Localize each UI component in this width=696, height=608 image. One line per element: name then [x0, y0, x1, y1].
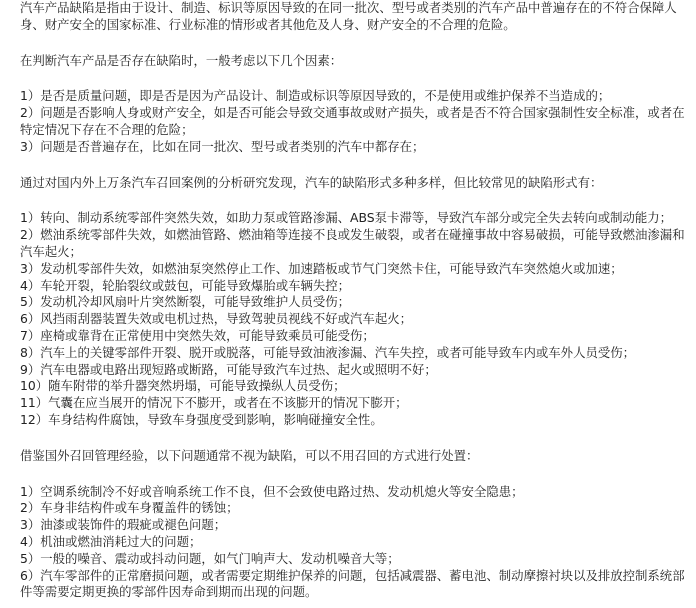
forms-item: 1）转向、制动系统零部件突然失效，如助力泵或管路渗漏、ABS泵卡滞等，导致汽车部分或完全失去转向或制动能力； — [20, 210, 673, 226]
exclusions-item: 5）一般的噪音、震动或抖动问题，如气门响声大、发动机噪音大等； — [20, 550, 400, 566]
forms-item: 3）发动机零部件失效，如燃油泵突然停止工作、加速踏板或节气门突然卡住，可能导致汽车突然熄火或加速； — [20, 260, 623, 276]
paragraph-gap — [4, 34, 688, 53]
paragraph-gap — [4, 156, 688, 175]
paragraph-gap — [4, 69, 688, 88]
forms-item: 4）车轮开裂，轮胎裂纹或鼓包，可能导致爆胎或车辆失控； — [20, 277, 351, 293]
judgement-item: 3）问题是否普遍存在，比如在同一批次、型号或者类别的汽车中都存在； — [20, 138, 425, 154]
forms-item: 6）风挡雨刮器装置失效或电机过热，导致驾驶员视线不好或汽车起火； — [20, 311, 412, 327]
definition-paragraph: 汽车产品缺陷是指由于设计、制造、标识等原因导致的在同一批次、型号或者类别的汽车产品中普遍存在的不符合保障人身、财产安全的国家标准、行业标准的情形或者其他危及人身、财产安全的不合理的危险。 — [20, 0, 677, 32]
exclusions-lead: 借鉴国外召回管理经验，以下问题通常不视为缺陷，可以不用召回的方式进行处置： — [20, 447, 479, 463]
exclusions-item: 3）油漆或装饰件的瑕疵或褪色问题； — [20, 517, 227, 533]
forms-item: 7）座椅或靠背在正常使用中突然失效，可能导致乘员可能受伤； — [20, 327, 375, 343]
forms-lead: 通过对国内外上万条汽车召回案例的分析研究发现，汽车的缺陷形式多种多样，但比较常见的缺陷形式有： — [20, 174, 603, 190]
judgement-item: 1）是否是质量问题，即是否是因为产品设计、制造或标识等原因导致的，不是使用或维护保养不当造成的； — [20, 88, 611, 104]
forms-item: 10）随车附带的举升器突然坍塌，可能导致操纵人员受伤； — [20, 378, 346, 394]
forms-item: 5）发动机冷却风扇叶片突然断裂，可能导致维护人员受伤； — [20, 294, 351, 310]
judgement-lead: 在判断汽车产品是否存在缺陷时，一般考虑以下几个因素： — [20, 52, 343, 68]
forms-item: 11）气囊在应当展开的情况下不膨开，或者在不该膨开的情况下膨开； — [20, 395, 408, 411]
forms-item: 12）车身结构件腐蚀，导致车身强度受到影响，影响碰撞安全性。 — [20, 411, 383, 427]
paragraph-gap — [4, 465, 688, 484]
exclusions-item: 6）汽车零部件的正常磨损问题，或者需要定期维护保养的问题，包括减震器、蓄电池、制动摩擦衬块以及排放控制系统部件等需要定期更换的零部件因寿命到期而出现的问题。 — [20, 567, 685, 600]
forms-item: 9）汽车电器或电路出现短路或断路，可能导致汽车过热、起火或照明不好； — [20, 361, 437, 377]
exclusions-item: 4）机油或燃油消耗过大的问题； — [20, 533, 202, 549]
paragraph-gap — [4, 191, 688, 210]
exclusions-item: 2）车身非结构件或车身覆盖件的锈蚀； — [20, 500, 239, 516]
exclusions-item: 1）空调系统制冷不好或音响系统工作不良，但不会致使电路过热、发动机熄火等安全隐患； — [20, 483, 524, 499]
judgement-item: 2）问题是否影响人身或财产安全，如是否可能会导致交通事故或财产损失，或者是否不符合国家强制性安全标准，或者在特定情况下存在不合理的危险； — [20, 105, 685, 137]
forms-item: 2）燃油系统零部件失效，如燃油管路、燃油箱等连接不良或发生破裂，或者在碰撞事故中容易破损，可能导致燃油渗漏和汽车起火； — [20, 227, 685, 259]
paragraph-gap — [4, 429, 688, 448]
forms-item: 8）汽车上的关键零部件开裂、脱开或脱落，可能导致油液渗漏、汽车失控，或者可能导致车内或车外人员受伤； — [20, 344, 636, 360]
